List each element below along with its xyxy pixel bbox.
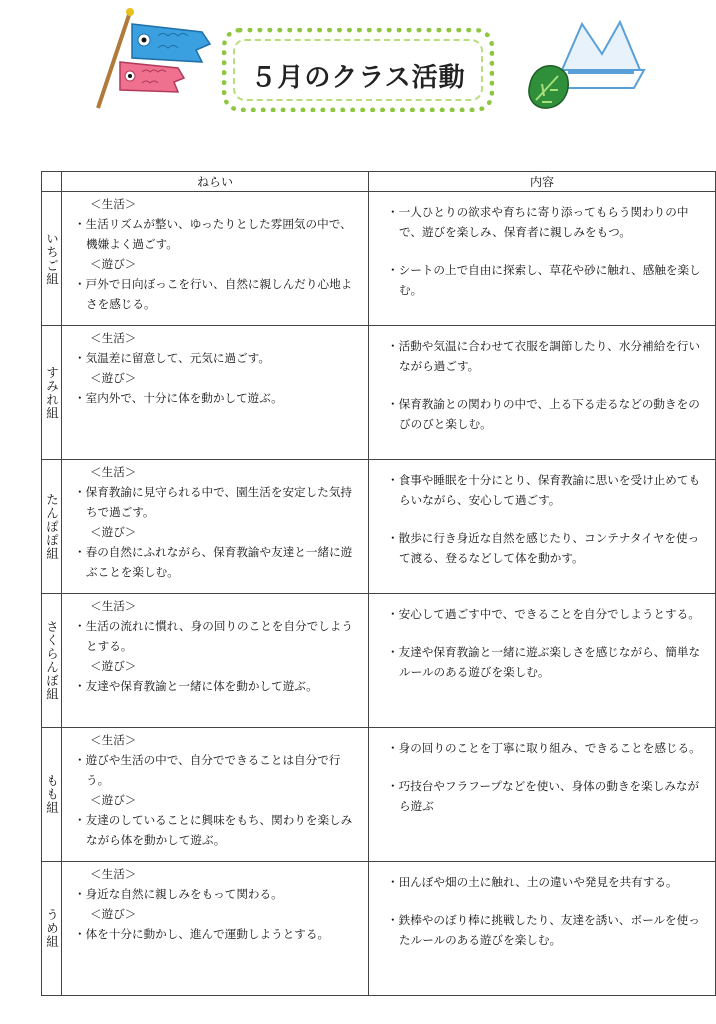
koinobori-illustration [92, 6, 220, 110]
table-row [42, 728, 716, 862]
play-heading: ＜遊び＞ [90, 525, 137, 539]
life-aim-item: ・保育教諭に見守られる中で、園生活を安定した気持ちで過ごす。 [74, 485, 353, 519]
content-cell [369, 192, 716, 326]
play-heading: ＜遊び＞ [90, 371, 137, 385]
content-item: ・一人ひとりの欲求や育ちに寄り添ってもらう関わりの中で、遊びを楽しみ、保育者に親しみをもつ。 [387, 205, 689, 239]
class-name-cell [42, 460, 62, 594]
life-aim-item: ・生活リズムが整い、ゆったりとした雰囲気の中で、機嫌よく過ごす。 [74, 217, 352, 251]
aim-cell [62, 326, 369, 460]
header-blank [42, 172, 62, 192]
header-aim: ねらい [62, 172, 369, 192]
life-heading: ＜生活＞ [90, 867, 137, 881]
kabuto-helmet-illustration [522, 14, 652, 114]
class-name: すみれ組 [44, 365, 60, 420]
play-heading: ＜遊び＞ [90, 659, 137, 673]
play-heading: ＜遊び＞ [90, 257, 137, 271]
play-heading: ＜遊び＞ [90, 907, 137, 921]
class-activity-table [41, 171, 716, 996]
class-name-cell [42, 728, 62, 862]
header-content: 内容 [369, 172, 716, 192]
class-name: うめ組 [44, 908, 60, 949]
content-item: ・友達や保育教諭と一緒に遊ぶ楽しさを感じながら、簡単なルールのある遊びを楽しむ。 [387, 645, 701, 679]
class-name-cell [42, 192, 62, 326]
content-item: ・食事や睡眠を十分にとり、保育教諭に思いを受け止めてもらいながら、安心して過ごす。 [387, 473, 701, 507]
life-aim-item: ・身近な自然に親しみをもって関わる。 [74, 887, 283, 901]
aim-cell [62, 192, 369, 326]
table-row [42, 326, 716, 460]
class-name-cell [42, 862, 62, 996]
table-row [42, 862, 716, 996]
content-item: ・巧技台やフラフープなどを使い、身体の動きを楽しみながら遊ぶ [387, 779, 700, 813]
content-item: ・シートの上で自由に探索し、草花や砂に触れ、感触を楽しむ。 [387, 263, 701, 297]
play-aim-item: ・春の自然にふれながら、保育教諭や友達と一緒に遊ぶことを楽しむ。 [74, 545, 353, 579]
content-cell [369, 862, 716, 996]
life-heading: ＜生活＞ [90, 465, 137, 479]
header [0, 0, 716, 130]
play-aim-item: ・友達のしていることに興味をもち、関わりを楽しみながら体を動かして遊ぶ。 [74, 813, 353, 847]
play-aim-item: ・室内外で、十分に体を動かして遊ぶ。 [74, 391, 283, 405]
class-name: いちご組 [44, 231, 60, 286]
content-item: ・鉄棒やのぼり棒に挑戦したり、友達を誘い、ボールを使ったルールのある遊びを楽しむ。 [387, 913, 700, 947]
table-row [42, 594, 716, 728]
content-item: ・散歩に行き身近な自然を感じたり、コンテナタイヤを使って渡る、登るなどして体を動かす。 [387, 531, 700, 565]
play-heading: ＜遊び＞ [90, 793, 137, 807]
content-item: ・身の回りのことを丁寧に取り組み、できることを感じる。 [387, 741, 701, 755]
class-name-cell [42, 326, 62, 460]
play-aim-item: ・体を十分に動かし、進んで運動しようとする。 [74, 927, 330, 941]
table-row [42, 460, 716, 594]
content-item: ・活動や気温に合わせて衣服を調節したり、水分補給を行いながら過ごす。 [387, 339, 701, 373]
aim-cell [62, 460, 369, 594]
content-cell [369, 326, 716, 460]
class-name: さくらんぼ組 [44, 620, 60, 701]
play-aim-item: ・戸外で日向ぼっこを行い、自然に親しんだり心地よさを感じる。 [74, 277, 353, 311]
life-aim-item: ・気温差に留意して、元気に過ごす。 [74, 351, 270, 365]
aim-cell [62, 862, 369, 996]
content-cell [369, 460, 716, 594]
table-row [42, 192, 716, 326]
title-frame [222, 28, 494, 112]
class-name: たんぽぽ組 [44, 492, 60, 561]
content-item: ・安心して過ごす中で、できることを自分でしようとする。 [387, 607, 700, 621]
aim-cell [62, 594, 369, 728]
life-aim-item: ・生活の流れに慣れ、身の回りのことを自分でしようとする。 [74, 619, 353, 653]
table-header-row [42, 172, 716, 192]
life-heading: ＜生活＞ [90, 331, 137, 345]
life-aim-item: ・遊びや生活の中で、自分でできることは自分で行う。 [74, 753, 341, 787]
life-heading: ＜生活＞ [90, 197, 137, 211]
play-aim-item: ・友達や保育教諭と一緒に体を動かして遊ぶ。 [74, 679, 318, 693]
life-heading: ＜生活＞ [90, 733, 137, 747]
aim-cell [62, 728, 369, 862]
content-item: ・田んぼや畑の土に触れ、土の違いや発見を共有する。 [387, 875, 678, 889]
class-name-cell [42, 594, 62, 728]
page-title: ５月のクラス活動 [250, 63, 466, 93]
class-name: もも組 [44, 774, 60, 815]
life-heading: ＜生活＞ [90, 599, 137, 613]
content-item: ・保育教諭との関わりの中で、上る下る走るなどの動きをのびのびと楽しむ。 [387, 397, 700, 431]
content-cell [369, 594, 716, 728]
content-cell [369, 728, 716, 862]
